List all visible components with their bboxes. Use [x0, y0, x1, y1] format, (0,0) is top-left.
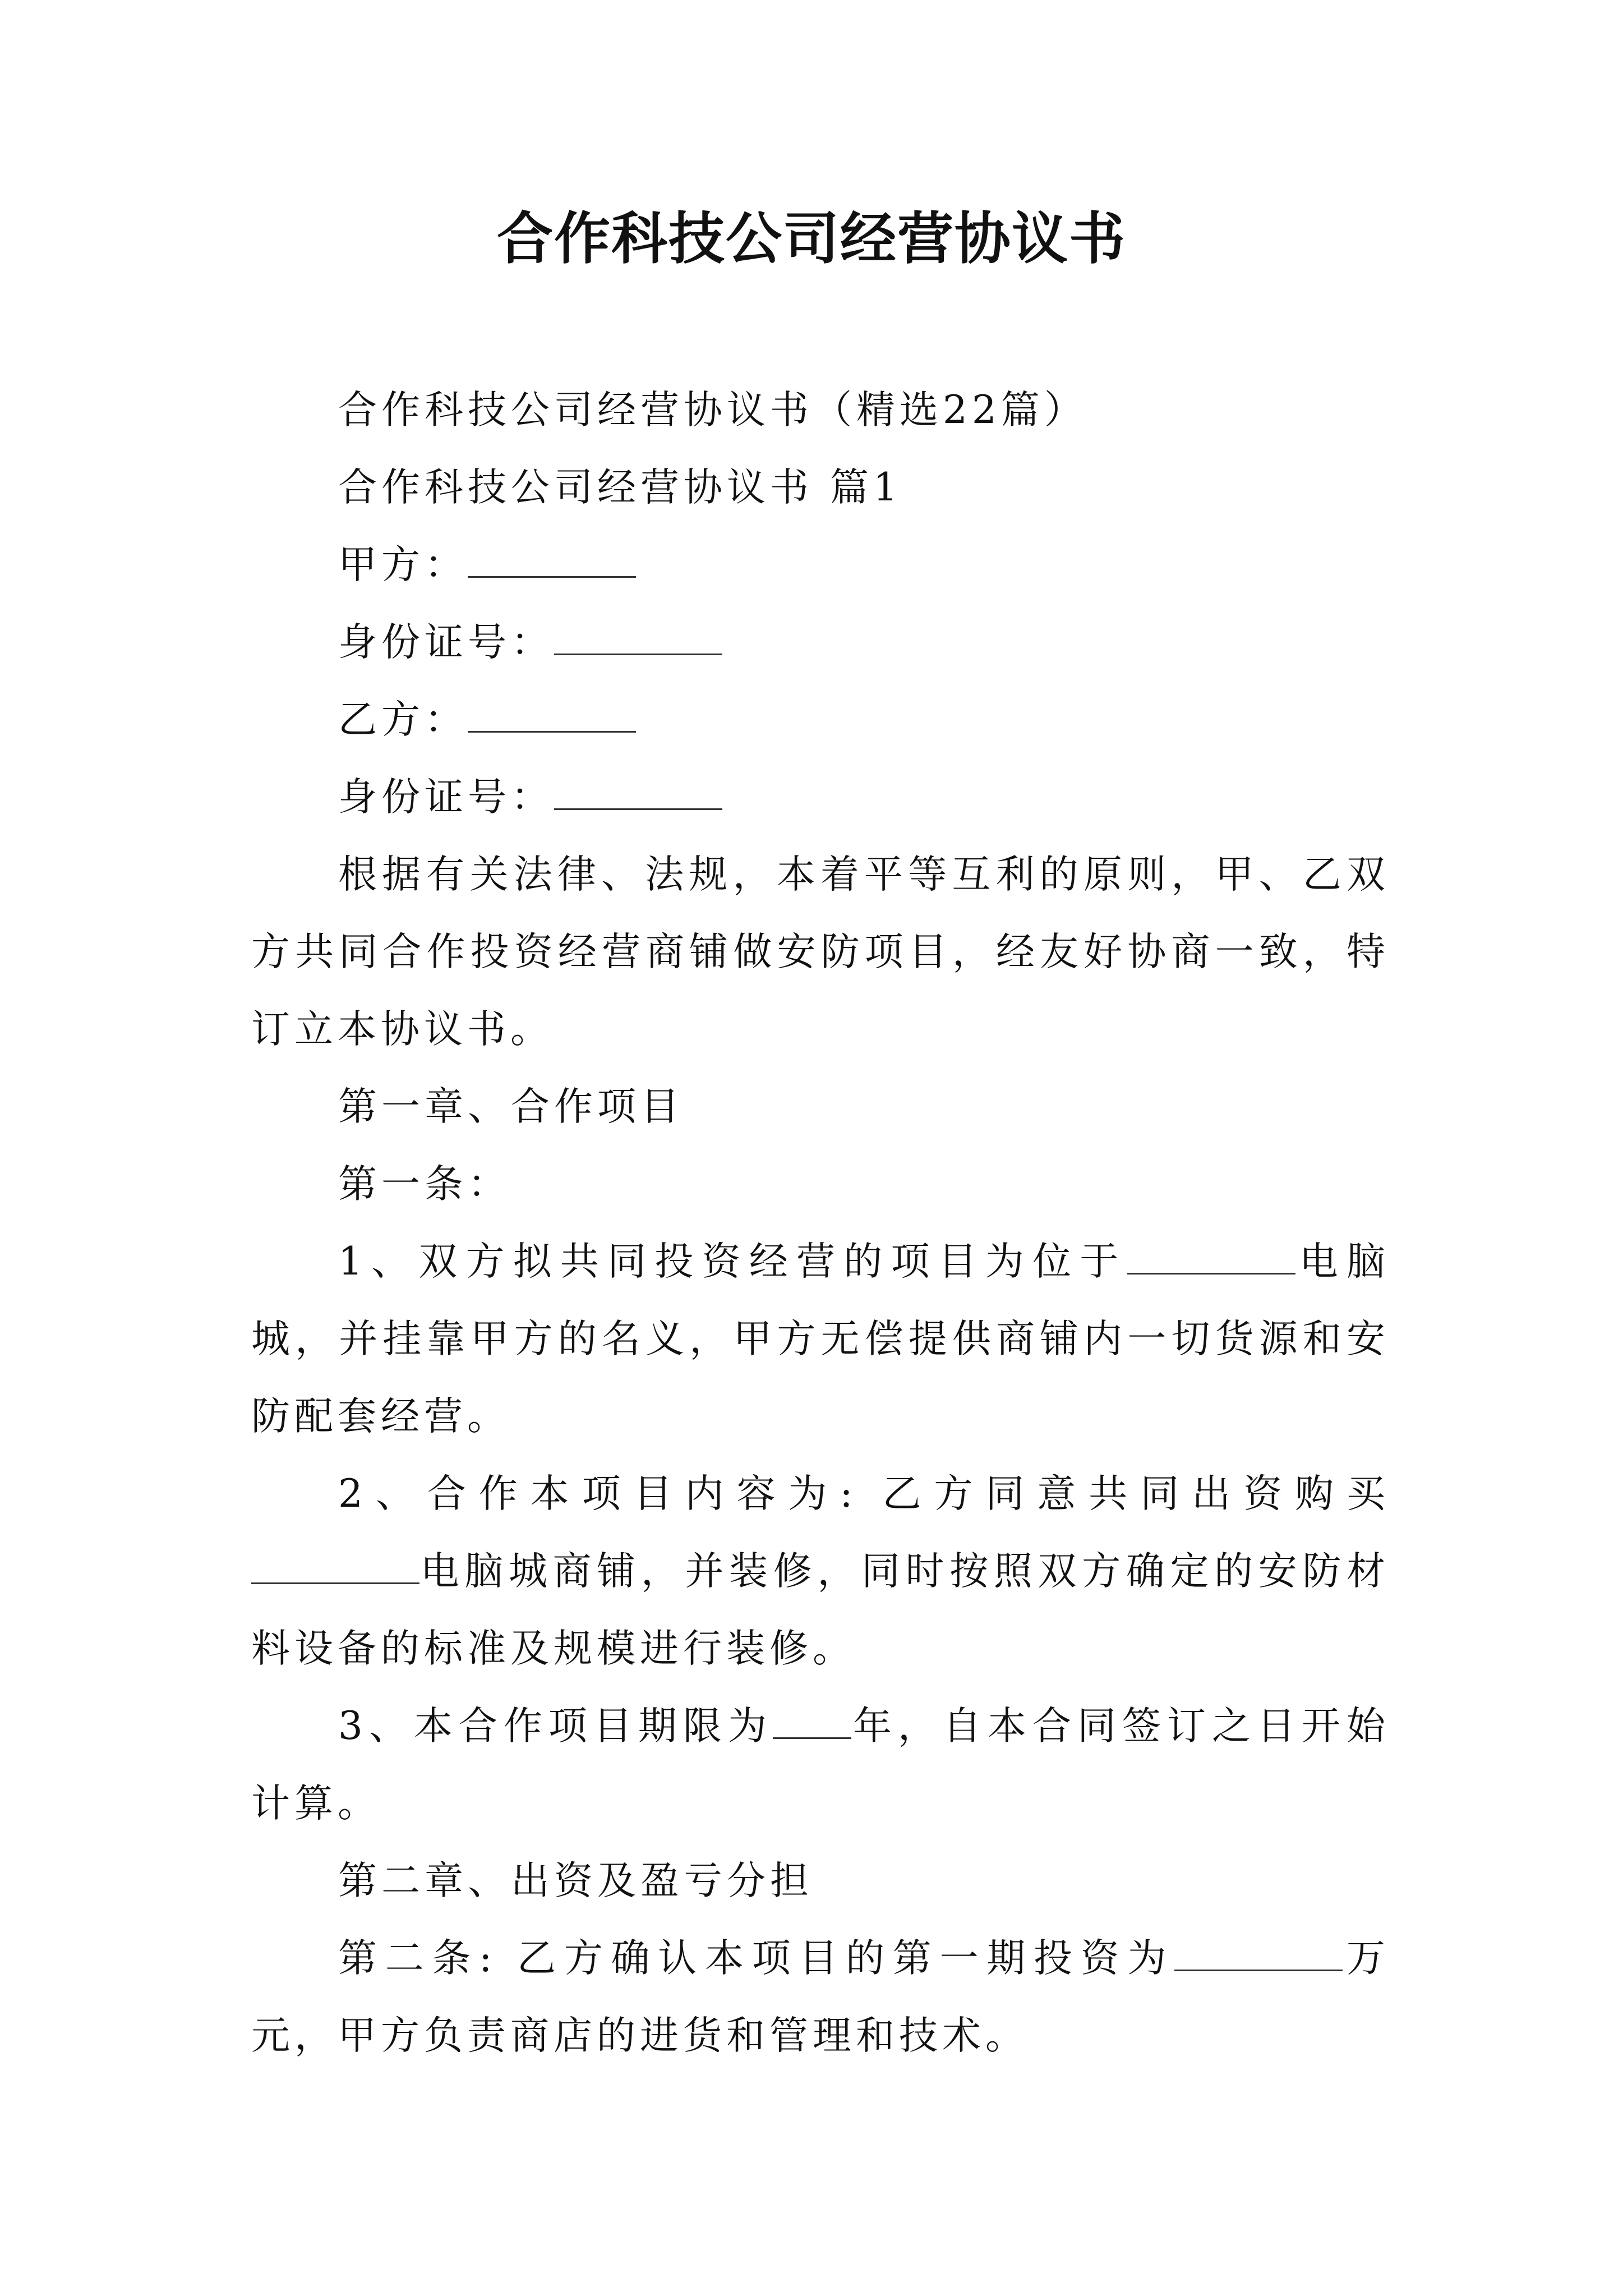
chapter-1-title: 第一章、合作项目 [338, 1084, 684, 1129]
party-a-blank [468, 539, 636, 578]
item-2-text-after: 电脑城商铺，并装修，同时按照双方确定的安防材料设备的标准及规模进行装修。 [251, 1549, 1390, 1671]
party-b-line [251, 681, 1390, 758]
party-a-id-line [251, 604, 1390, 681]
party-a-label: 甲方： [338, 542, 468, 587]
item-1-text-before: 1、双方拟共同投资经营的项目为位于 [338, 1239, 1127, 1284]
article-2-text-after: 万元，甲方负责商店的进货和管理和技术。 [251, 1936, 1390, 2058]
article-1-title: 第一条： [338, 1162, 511, 1207]
section-heading: 合作科技公司经营协议书 篇1 [338, 465, 902, 510]
party-a-id-label: 身份证号： [338, 620, 554, 665]
article-2-blank [1174, 1932, 1343, 1971]
party-a-id-blank [554, 616, 722, 655]
chapter-2-title: 第二章、出资及盈亏分担 [338, 1858, 813, 1903]
item-2-paragraph [251, 1455, 1390, 1687]
item-2-text-before: 2、合作本项目内容为: 乙方同意共同出资购买 [338, 1471, 1390, 1516]
item-1-text-after: 电脑城，并挂靠甲方的名义，甲方无偿提供商铺内一切货源和安防配套经营。 [251, 1239, 1390, 1439]
party-b-id-line [251, 758, 1390, 836]
item-3-blank [773, 1700, 851, 1739]
article-2-paragraph [251, 1920, 1390, 2074]
item-2-blank [251, 1545, 419, 1584]
item-1-blank [1127, 1236, 1295, 1274]
item-3-paragraph [251, 1687, 1390, 1842]
document-title: 合作科技公司经营协议书 [497, 205, 1126, 272]
party-b-label: 乙方： [338, 697, 468, 742]
party-b-id-blank [554, 771, 722, 810]
article-2-text-before: 第二条: 乙方确认本项目的第一期投资为 [338, 1936, 1175, 1981]
party-a-line [251, 526, 1390, 604]
item-1-paragraph [251, 1223, 1390, 1455]
party-b-id-label: 身份证号： [338, 775, 554, 820]
item-3-text-before: 3、本合作项目期限为 [338, 1704, 773, 1749]
document-body [251, 371, 1390, 2074]
subtitle: 合作科技公司经营协议书（精选22篇） [338, 388, 1087, 432]
intro-paragraph: 根据有关法律、法规，本着平等互利的原则，甲、乙双方共同合作投资经营商铺做安防项目，经友好协商一致，特订立本协议书。 [251, 852, 1390, 1052]
party-b-blank [468, 694, 636, 733]
item-3-text-after: 年，自本合同签订之日开始计算。 [251, 1704, 1390, 1826]
